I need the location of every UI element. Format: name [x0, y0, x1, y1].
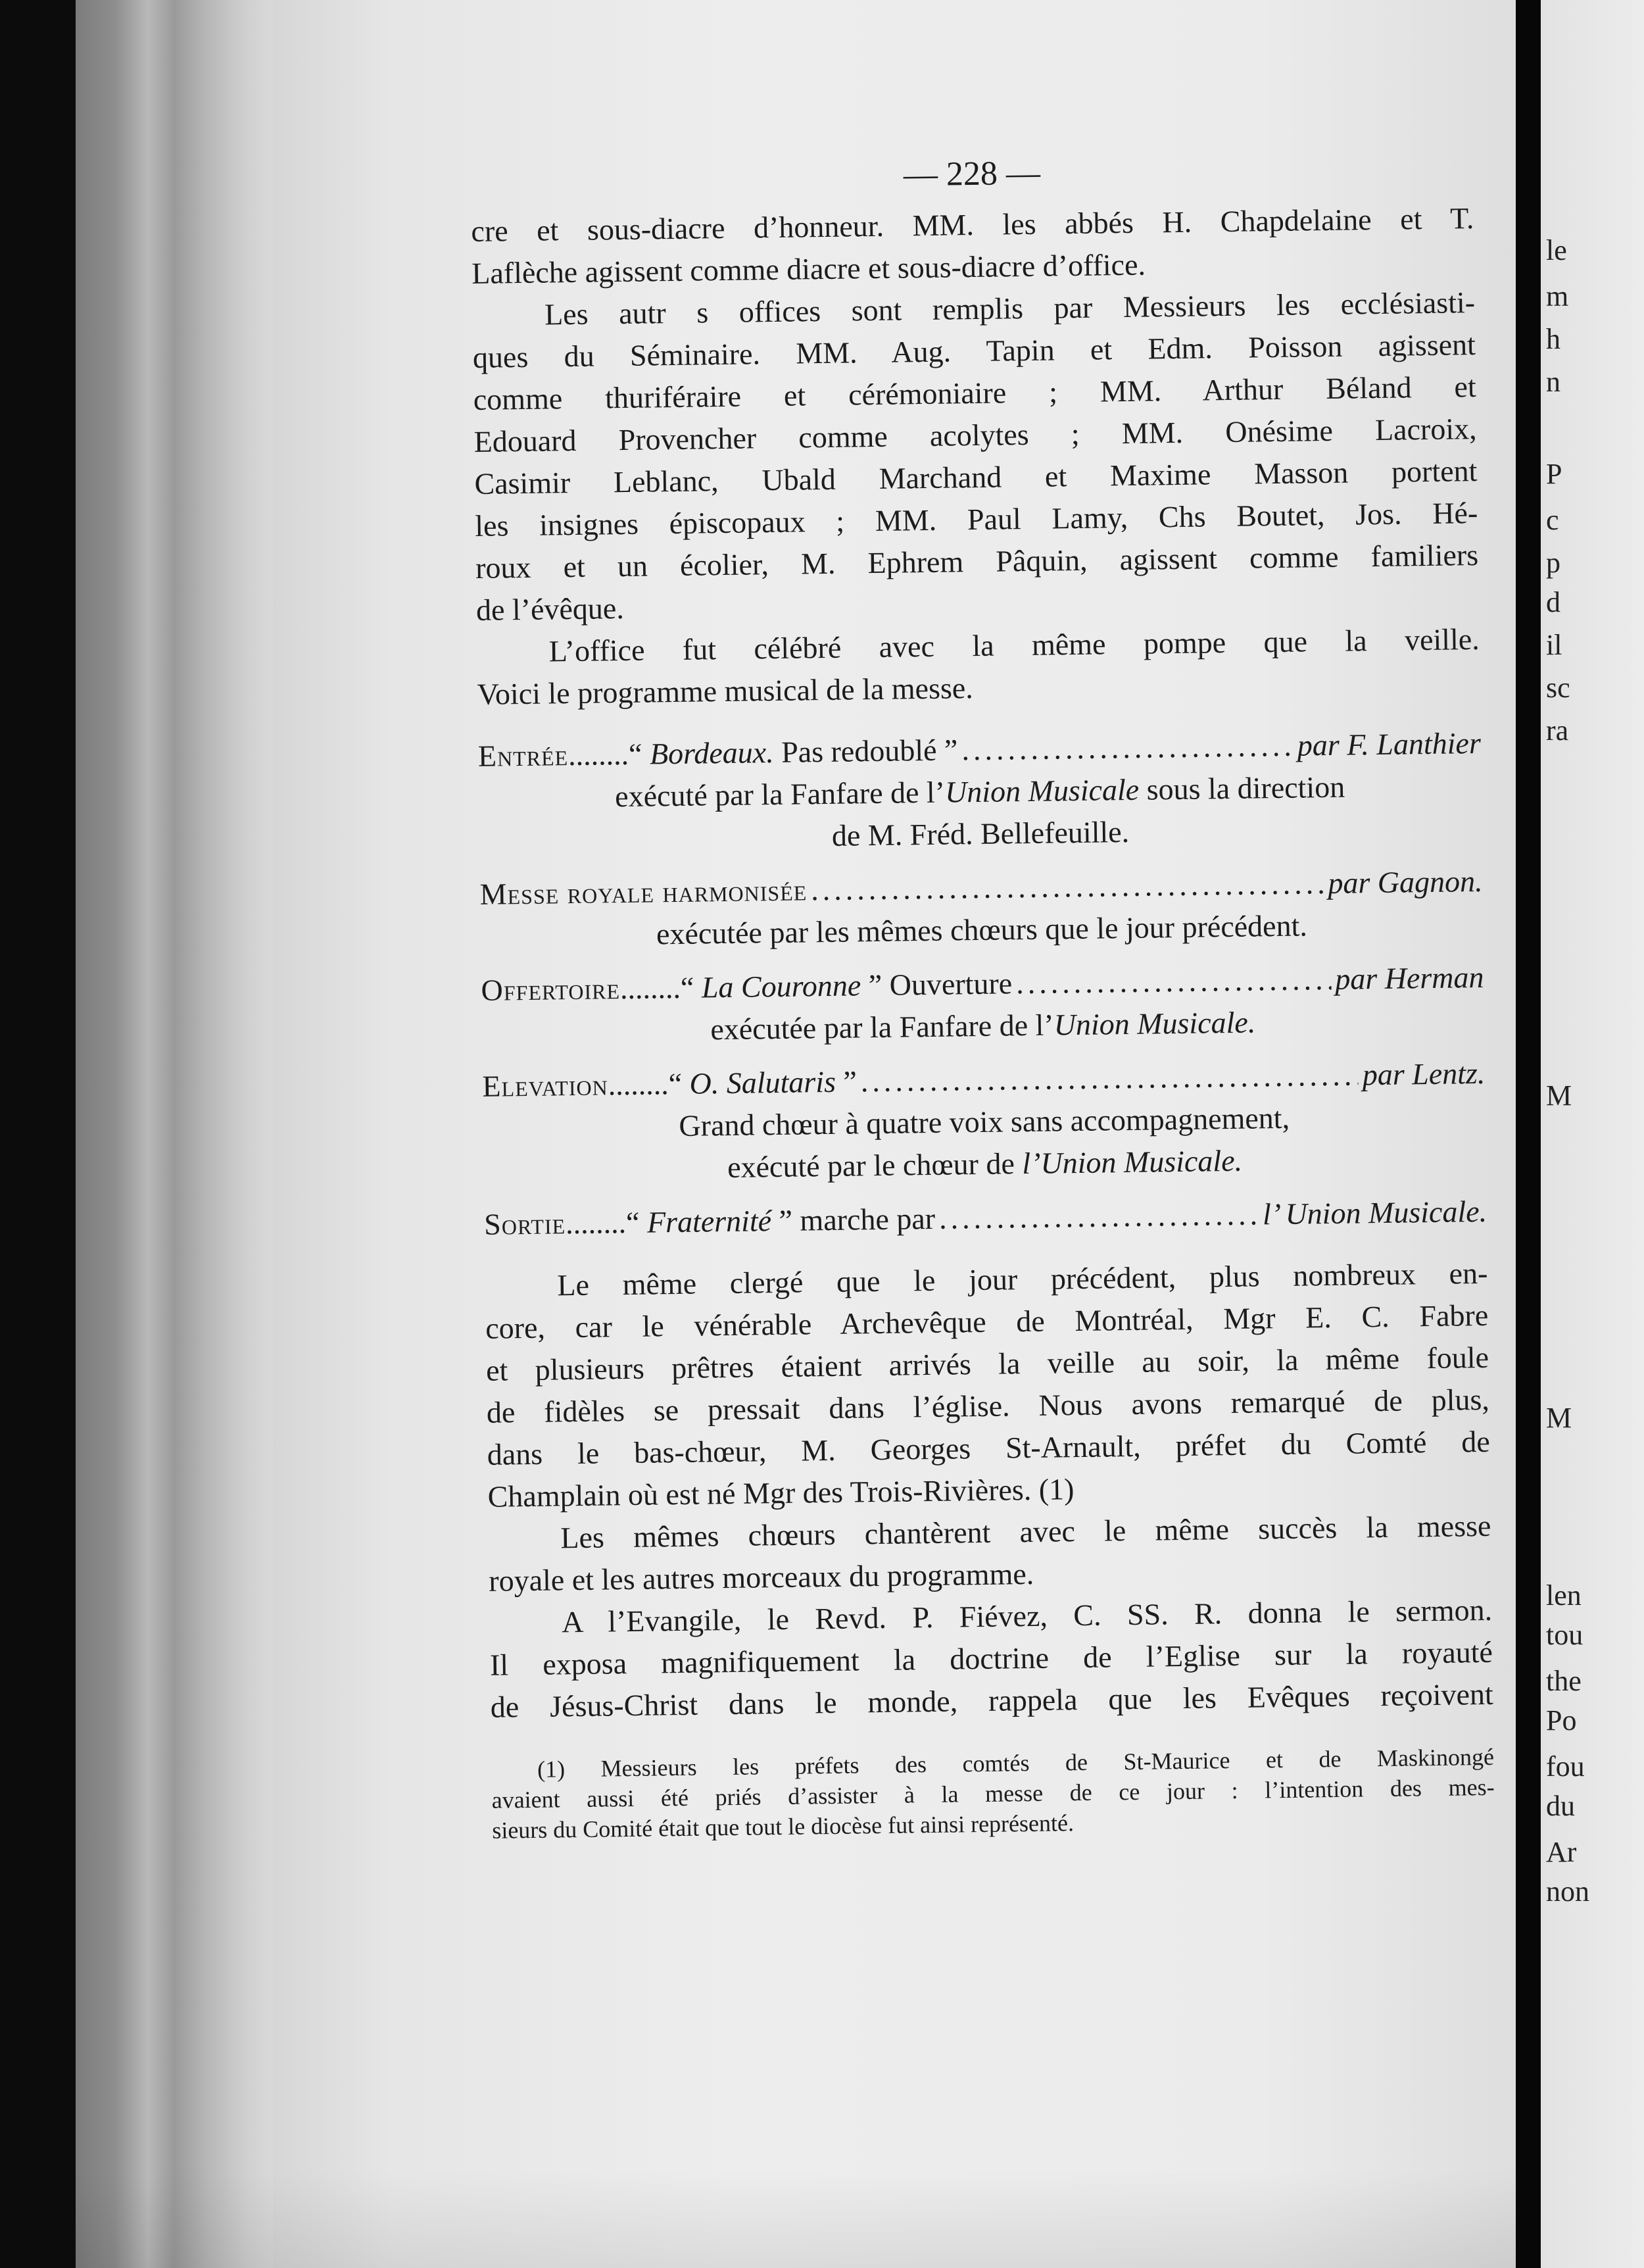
program-composer: par Herman [1334, 960, 1484, 996]
program-quote-open: “ [680, 970, 702, 1004]
leader-dots: ........ [565, 1206, 627, 1241]
text-line: ques du Séminaire. MM. Aug. Tapin et Edm. Poisson agissent [472, 328, 1476, 374]
paragraph-2 [472, 282, 1480, 631]
detail-text: exécutée par la Fanfare de l’ [710, 1008, 1054, 1047]
detail-text: exécutée par les mêmes chœurs que le jour précédent. [656, 908, 1308, 951]
program-section-label: Messe royale harmonisée [479, 873, 808, 911]
detail-italic-text: Union Musicale [944, 772, 1140, 809]
paragraph-5 [488, 1505, 1492, 1602]
text-line: Le même clergé que le jour précédent, plus nombreux en- [557, 1256, 1488, 1302]
text-line: dans le bas-chœur, M. Georges St-Arnault, préfet du Comté de [487, 1424, 1491, 1471]
text-line: L’office fut célébré avec la même pompe que la veille. [548, 622, 1480, 668]
adjacent-page-text-fragment: fou [1546, 1750, 1585, 1783]
detail-italic-text: Union Musicale. [1053, 1005, 1256, 1042]
program-piece-note: Pas redoublé ” [773, 733, 958, 770]
adjacent-page-text-fragment: Po [1546, 1704, 1577, 1737]
text-line: cre et sous-diacre d’honneur. MM. les abbés H. Chapdelaine et T. [471, 201, 1474, 248]
page-number: — 228 — [903, 154, 1041, 194]
text-line: de fidèles se pressait dans l’église. Nous avons remarqué de plus, [486, 1382, 1490, 1429]
detail-text: exécuté par la Fanfare de l’ [614, 775, 946, 814]
program-piece-note: ” Ouverture [860, 966, 1013, 1002]
text-line: Edouard Provencher comme acolytes ; MM. Onésime Lacroix, [473, 412, 1477, 458]
program-composer: par Gagnon. [1328, 864, 1483, 900]
adjacent-page-text-fragment: h [1546, 323, 1560, 355]
leader-dots [961, 725, 1293, 772]
program-piece-title: O. Salutaris [689, 1064, 836, 1100]
paragraph-4 [485, 1252, 1491, 1518]
program-quote-open: “ [668, 1066, 690, 1101]
program-entry-label-group [479, 869, 807, 916]
program-quote-open: “ [628, 737, 650, 771]
program-piece-note: ” [835, 1064, 858, 1098]
adjacent-page-text-fragment: M [1546, 1402, 1572, 1434]
adjacent-page-text-fragment: c [1546, 504, 1559, 536]
text-line: Il exposa magnifiquement la doctrine de l’Eglise sur la royauté [489, 1635, 1493, 1682]
program-entry-label-group [482, 1060, 857, 1107]
leader-dots: ........ [608, 1067, 669, 1102]
adjacent-page-text-fragment: il [1546, 629, 1562, 661]
adjacent-page-text-fragment: Ar [1546, 1836, 1577, 1868]
program-piece-title: Fraternité [646, 1204, 772, 1239]
book-gutter [76, 0, 273, 2268]
adjacent-page-edge [1541, 0, 1644, 2268]
adjacent-page-text-fragment: M [1546, 1079, 1572, 1112]
leader-dots [860, 1054, 1359, 1102]
page-bottom-shadow [76, 2171, 1516, 2268]
program-entry-label-group [477, 729, 957, 777]
adjacent-page-text-fragment: len [1546, 1579, 1582, 1612]
music-program [477, 722, 1487, 1246]
text-line: de l’évêque. [475, 591, 625, 627]
program-section-label: Offertoire [481, 972, 621, 1007]
adjacent-page-text-fragment: the [1546, 1665, 1582, 1697]
program-composer: par F. Lanthier [1297, 726, 1482, 762]
program-piece-note: ” marche par [771, 1201, 936, 1238]
text-line: Voici le programme musical de la messe. [477, 671, 974, 711]
text-line: Les mêmes chœurs chantèrent avec le même succès la messe [560, 1508, 1491, 1555]
leader-dots: ........ [619, 970, 681, 1006]
adjacent-page-text-fragment: du [1546, 1790, 1575, 1822]
program-section-label: Sortie [483, 1206, 566, 1241]
adjacent-page-text-fragment: le [1546, 234, 1567, 266]
detail-italic-text: l’Union Musicale. [1022, 1143, 1243, 1181]
program-section-label: Elevation [482, 1068, 608, 1103]
detail-text: Grand chœur à quatre voix sans accompagnement, [679, 1100, 1290, 1143]
paragraph-3 [476, 618, 1480, 716]
program-quote-open: “ [625, 1205, 648, 1240]
text-line: Les autr s offices sont remplis par Messieurs les ecclésiasti- [544, 285, 1476, 332]
text-line: core, car le vénérable Archevêque de Montréal, Mgr E. C. Fabre [485, 1298, 1489, 1345]
adjacent-page-text-fragment: sc [1546, 672, 1570, 704]
adjacent-page-text-fragment: P [1546, 458, 1562, 490]
program-composer: l’ Union Musicale. [1262, 1194, 1487, 1231]
text-line: royale et les autres morceaux du programme. [488, 1556, 1034, 1598]
adjacent-page-text-fragment: p [1546, 547, 1560, 579]
paragraph-1 [471, 197, 1475, 295]
footnote-line: avaient aussi été priés d’assister à la messe de ce jour : l’intention des mes- [491, 1773, 1495, 1813]
footnote [491, 1742, 1495, 1846]
detail-text: sous la direction [1138, 770, 1345, 806]
page-text [470, 145, 1495, 1846]
leader-dots: ........ [568, 737, 629, 772]
program-piece-title: La Couronne [701, 968, 861, 1004]
scan-left-margin [0, 0, 76, 2268]
program-section-label: Entrée [477, 738, 569, 773]
adjacent-page-text-fragment: non [1546, 1875, 1589, 1908]
leader-dots [811, 862, 1324, 911]
program-piece-title: Bordeaux. [649, 735, 774, 771]
text-line: les insignes épiscopaux ; MM. Paul Lamy, Chs Boutet, Jos. Hé- [474, 495, 1478, 543]
leader-dots [1016, 958, 1332, 1004]
program-entry-label-group [484, 1198, 936, 1246]
paragraph-6 [489, 1589, 1493, 1729]
footnote-line: (1) Messieurs les préfets des comtés de St-Maurice et de Maskinongé [537, 1743, 1495, 1783]
text-line: comme thuriféraire et cérémoniaire ; MM. Arthur Béland et [473, 370, 1477, 416]
text-line: et plusieurs prêtres étaient arrivés la veille au soir, la même foule [485, 1340, 1489, 1387]
detail-text: exécuté par le chœur de [727, 1146, 1023, 1185]
text-line: Casimir Leblanc, Ubald Marchand et Maxime Masson portent [474, 453, 1478, 501]
adjacent-page-text-fragment: n [1546, 366, 1560, 398]
detail-text: de M. Fréd. Bellefeuille. [831, 814, 1130, 852]
text-line: de Jésus-Christ dans le monde, rappela que les Evêques reçoivent [490, 1677, 1494, 1724]
adjacent-page-text-fragment: d [1546, 586, 1560, 618]
text-line: Champlain où est né Mgr des Trois-Rivières. (1) [487, 1472, 1075, 1514]
adjacent-page-text-fragment: tou [1546, 1619, 1584, 1651]
adjacent-page-text-fragment: ra [1546, 714, 1569, 747]
text-line: A l’Evangile, le Revd. P. Fiévez, C. SS. R. donna le sermon. [561, 1592, 1493, 1639]
leader-dots [939, 1193, 1259, 1239]
program-entry-label-group [481, 962, 1012, 1012]
footnote-line: sieurs du Comité était que tout le diocèse fut ainsi représenté. [492, 1810, 1075, 1844]
text-line: roux et un écolier, M. Ephrem Pâquin, agissent comme familiers [475, 537, 1479, 585]
adjacent-page-text-fragment: m [1546, 280, 1569, 312]
program-composer: par Lentz. [1362, 1056, 1486, 1092]
page-divider [1516, 0, 1541, 2268]
text-line: Laflèche agissent comme diacre et sous-diacre d’office. [471, 247, 1146, 290]
